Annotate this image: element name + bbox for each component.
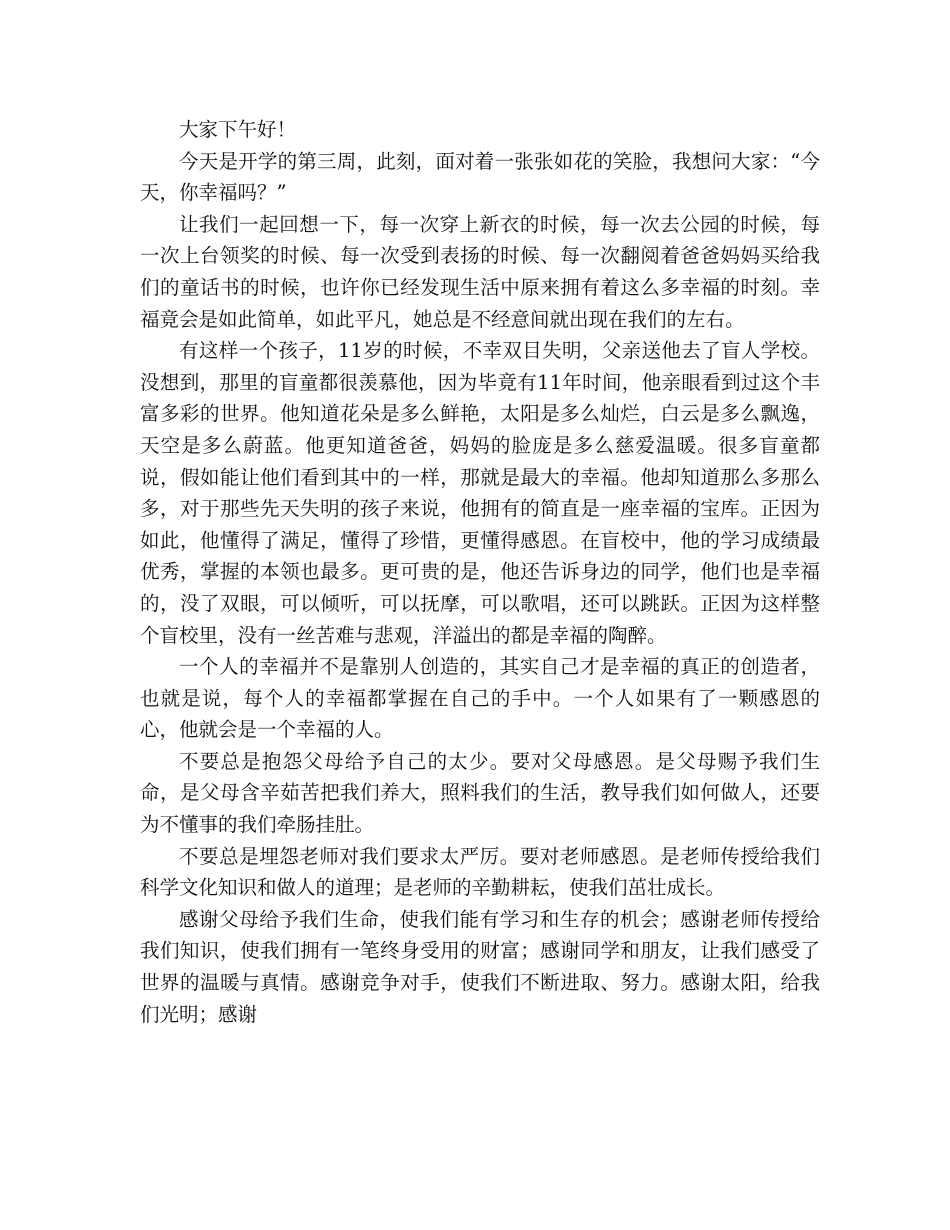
opening-question-paragraph: 今天是开学的第三周，此刻，面对着一张张如花的笑脸，我想问大家：“今天，你幸福吗？” <box>140 149 820 205</box>
speech-body <box>140 114 820 1030</box>
happy-moments-paragraph: 让我们一起回想一下，每一次穿上新衣的时候，每一次去公园的时候，每一次上台领奖的时候、每一次受到表扬的时候、每一次翻阅着爸爸妈妈买给我们的童话书的时候，也许你已经发现生活中原来拥有着这么多幸福的时刻。幸福竟会是如此简单，如此平凡，她总是不经意间就出现在我们的左右。 <box>140 212 820 331</box>
gratitude-parents-paragraph: 不要总是抱怨父母给予自己的太少。要对父母感恩。是父母赐予我们生命，是父母含辛茹苦把我们养大，照料我们的生活，教导我们如何做人，还要为不懂事的我们牵肠挂肚。 <box>140 749 820 837</box>
blind-child-story-paragraph: 有这样一个孩子，11岁的时候，不幸双目失明，父亲送他去了盲人学校。没想到，那里的盲童都很羡慕他，因为毕竟有11年时间，他亲眼看到过这个丰富多彩的世界。他知道花朵是多么鲜艳，太阳是多么灿烂，白云是多么飘逸，天空是多么蔚蓝。他更知道爸爸，妈妈的脸庞是多么慈爱温暖。很多盲童都说，假如能让他们看到其中的一样，那就是最大的幸福。他却知道那么多那么多，对于那些先天失明的孩子来说，他拥有的简直是一座幸福的宝库。正因为如此，他懂得了满足，懂得了珍惜，更懂得感恩。在盲校中，他的学习成绩最优秀，掌握的本领也最多。更可贵的是，他还告诉身边的同学，他们也是幸福的，没了双眼，可以倾听，可以抚摩，可以歌唱，还可以跳跃。正因为这样整个盲校里，没有一丝苦难与悲观，洋溢出的都是幸福的陶醉。 <box>140 339 820 647</box>
gratitude-teachers-paragraph: 不要总是埋怨老师对我们要求太严厉。要对老师感恩。是老师传授给我们科学文化知识和做人的道理；是老师的辛勤耕耘，使我们茁壮成长。 <box>140 844 820 900</box>
happiness-creator-paragraph: 一个人的幸福并不是靠别人创造的，其实自己才是幸福的真正的创造者，也就是说，每个人的幸福都掌握在自己的手中。一个人如果有了一颗感恩的心，他就会是一个幸福的人。 <box>140 655 820 742</box>
greeting-paragraph: 大家下午好！ <box>179 118 297 141</box>
thanks-list-paragraph: 感谢父母给予我们生命，使我们能有学习和生存的机会；感谢老师传授给我们知识，使我们拥有一笔终身受用的财富；感谢同学和朋友，让我们感受了世界的温暖与真情。感谢竞争对手，使我们不断进取、努力。感谢太阳，给我们光明；感谢 <box>140 907 820 1026</box>
